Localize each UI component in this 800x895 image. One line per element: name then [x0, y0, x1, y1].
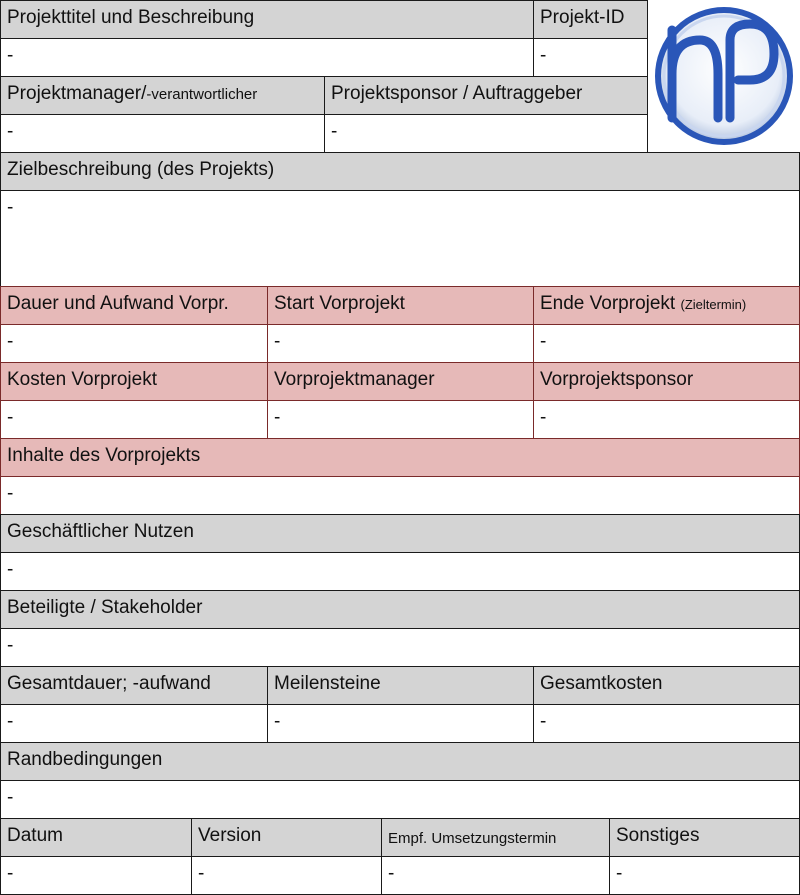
constraints-label: Randbedingungen — [0, 742, 800, 781]
misc-label: Sonstiges — [609, 818, 800, 857]
goal-label: Zielbeschreibung (des Projekts) — [0, 152, 800, 191]
preproject-sponsor-field[interactable]: - — [533, 400, 800, 439]
stakeholders-label: Beteiligte / Stakeholder — [0, 590, 800, 629]
benefit-label: Geschäftlicher Nutzen — [0, 514, 800, 553]
project-sponsor-field[interactable]: - — [324, 114, 648, 153]
project-id-label: Projekt-ID — [533, 0, 648, 39]
goal-field[interactable]: - — [0, 190, 800, 287]
date-field[interactable]: - — [0, 856, 192, 895]
preproject-duration-label: Dauer und Aufwand Vorpr. — [0, 286, 268, 325]
total-duration-field[interactable]: - — [0, 704, 268, 743]
version-field[interactable]: - — [191, 856, 382, 895]
total-cost-field[interactable]: - — [533, 704, 800, 743]
preproject-sponsor-label: Vorprojektsponsor — [533, 362, 800, 401]
misc-field[interactable]: - — [609, 856, 800, 895]
preproject-start-field[interactable]: - — [267, 324, 534, 363]
preproject-duration-field[interactable]: - — [0, 324, 268, 363]
total-duration-label: Gesamtdauer; -aufwand — [0, 666, 268, 705]
preproject-end-field[interactable]: - — [533, 324, 800, 363]
project-title-label: Projekttitel und Beschreibung — [0, 0, 534, 39]
version-label: Version — [191, 818, 382, 857]
preproject-start-label: Start Vorprojekt — [267, 286, 534, 325]
hp-logo — [648, 0, 800, 152]
milestones-field[interactable]: - — [267, 704, 534, 743]
stakeholders-field[interactable]: - — [0, 628, 800, 667]
milestones-label: Meilensteine — [267, 666, 534, 705]
preproject-manager-field[interactable]: - — [267, 400, 534, 439]
project-manager-field[interactable]: - — [0, 114, 325, 153]
recommended-date-label: Empf. Umsetzungstermin — [381, 818, 610, 857]
preproject-contents-field[interactable]: - — [0, 476, 800, 515]
preproject-contents-label: Inhalte des Vorprojekts — [0, 438, 800, 477]
constraints-field[interactable]: - — [0, 780, 800, 819]
preproject-cost-label: Kosten Vorprojekt — [0, 362, 268, 401]
preproject-manager-label: Vorprojektmanager — [267, 362, 534, 401]
recommended-date-field[interactable]: - — [381, 856, 610, 895]
project-manager-label: Projektmanager/-verantwortlicher — [0, 76, 325, 115]
project-sponsor-label: Projektsponsor / Auftraggeber — [324, 76, 648, 115]
benefit-field[interactable]: - — [0, 552, 800, 591]
preproject-cost-field[interactable]: - — [0, 400, 268, 439]
project-id-field[interactable]: - — [533, 38, 648, 77]
preproject-end-label: Ende Vorprojekt (Zieltermin) — [533, 286, 800, 325]
project-title-field[interactable]: - — [0, 38, 534, 77]
date-label: Datum — [0, 818, 192, 857]
total-cost-label: Gesamtkosten — [533, 666, 800, 705]
